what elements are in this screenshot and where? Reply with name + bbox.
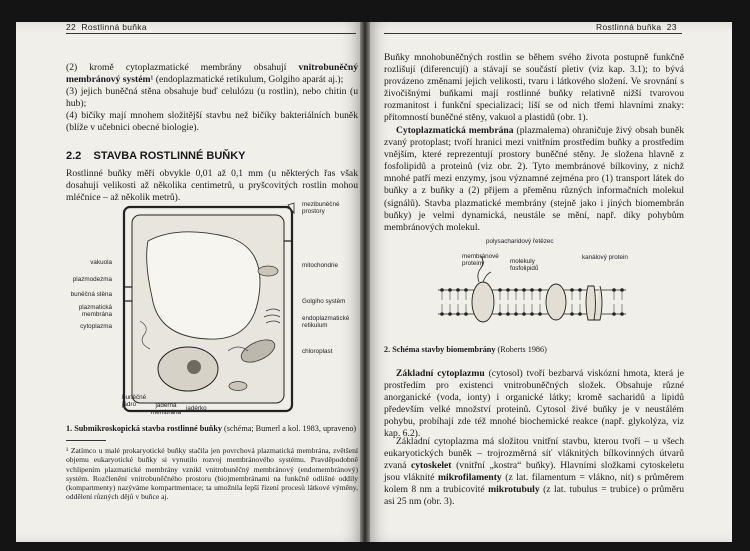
right-header-rule	[384, 33, 682, 34]
intro-item-3: (3) jejich buněčná stěna obsahuje buď celulózu (u rostlin), nebo chitin (u hub);	[66, 86, 358, 110]
intro-item-2: (2) kromě cytoplazmatické membrány obsahují vnitrobuněčný membránový systém¹ (endoplazmatické retikulum, Golgiho aparát aj.);	[66, 62, 358, 86]
right-para-1: Buňky mnohobuněčných rostlin se během svého života postupně funkčně rozlišují (diferencují) a stávají se součástí pletiv (viz kap. 3.1); to bývá provázeno změnami jejich velikosti, tvaru i látkového složení. Ve srovnání s živočišnými buňkami mají rostlinné buňky relativně nižší tvarovou rozmanitost i funkční specializaci; liší se od nich třemi hlavními znaky: přítomností buněčné stěny, vakuol a plastidů (obr. 1).	[384, 52, 684, 124]
right-page-header	[596, 22, 677, 32]
label-chloroplast: chloroplast	[302, 348, 333, 355]
figure-2-caption: 2. Schéma stavby biomembrány (Roberts 1986)	[384, 345, 547, 354]
label-polysaccharide-chain: polysacharidový řetězec	[486, 238, 554, 245]
label-plasma-membrane: plazmatická membrána	[78, 304, 112, 318]
plant-cell-diagram	[118, 201, 298, 417]
right-para-3: Základní cytoplazmu (cytosol) tvoří bezbarvá viskózní hmota, která je prostředím pro existenci vnitrobuněčných složek. Obsahuje různé anorganické (voda, ionty) i organické látky; kromě sacharidů a lipidů především velké množství proteinů. Cytosol živé buňky je v neustálém pohybu, probíhají zde též mnohé biochemické reakce (např. glykolýza, viz kap. 6.2).	[384, 368, 684, 440]
section-number: 2.2	[66, 150, 82, 162]
mitochondrion-shape	[258, 266, 278, 276]
footnote-text: ¹ Zatímco u malé prokaryotické buňky stačila jen povrchová plazmatická membrána, zvětšení objemu eukaryotické buňky si vynutilo rozvoj membránového systému. Pravděpodobně vchlipením plazmatické membrány vznikl vnitrobuněčný membránový (endomembránový) systém. Rozčlenění vnitrobuněčného prostoru (bio)membránami na funkčně odlišné oddíly (kompartmenty) nazýváme kompartmentace; ta umožnila lepší řízení procesů látkové výměny, oddělení různých dějů v buňce aj.	[66, 446, 358, 502]
left-running-head: Rostlinná buňka	[81, 22, 147, 32]
label-plasmodesma: plazmodezma	[72, 276, 112, 283]
left-page-header	[66, 22, 147, 32]
label-cytoplasm: cytoplazma	[80, 323, 112, 330]
membrane-protein-1	[472, 282, 494, 322]
label-phospholipid-molecules: molekuly fosfolipidů	[510, 258, 539, 272]
membrane-protein-2	[546, 284, 566, 320]
label-mitochondria: mitochondrie	[302, 262, 339, 269]
nucleolus-shape	[187, 360, 201, 374]
section-heading	[66, 150, 246, 162]
label-intercellular-spaces: mezibuněčné prostory	[302, 201, 340, 215]
label-membrane-proteins: membránové proteiny	[462, 253, 499, 267]
label-golgi: Golgiho systém	[302, 298, 346, 305]
left-intro-text	[66, 62, 358, 135]
section-text: Rostlinné buňky měří obvykle 0,01 až 0,1 mm (u některých řas však dosahují velikosti až několika centimetrů, u pryšcovitých rostlin mohou mléčnice – až několik metrů).	[66, 168, 358, 204]
label-cell-wall: buněčná stěna	[70, 291, 112, 298]
right-running-head: Rostlinná buňka	[596, 22, 662, 32]
right-page-number: 23	[666, 22, 677, 32]
left-header-rule	[66, 33, 356, 34]
mitochondrion-shape-2	[229, 382, 247, 391]
label-nuclear-membrane: jaderná membrána	[150, 402, 182, 416]
book-gutter	[360, 22, 370, 542]
label-nucleus: buněčné jádro	[122, 394, 147, 408]
label-vacuole: vakuola	[90, 259, 112, 266]
vacuole-shape	[147, 232, 260, 339]
intro-item-4: (4) bičíky mají mnohem složitější stavbu než bičíky bakteriálních buněk (blíže v učebnici obecné biologie).	[66, 110, 358, 134]
label-nucleolus: jadérko	[186, 405, 207, 412]
figure-1-caption: 1. Submikroskopická stavba rostlinné buňky (schéma; Bumerl a kol. 1983, upraveno)	[66, 424, 357, 433]
section-title: STAVBA ROSTLINNÉ BUŇKY	[93, 150, 246, 162]
footnote-rule	[66, 440, 106, 441]
right-para-2: Cytoplazmatická membrána (plazmalema) ohraničuje živý obsah buněk zvaný protoplast; tvoří hranici mezi vnitřním prostředím buňky a prostředím vnějším, které reprezentují prostory buněčné stěny. Je složena hlavně z fosfolipidů a proteinů (viz obr. 2). Tyto membránové bílkoviny, z nichž mnohé patří mezi enzymy, jsou významné zejména pro (1) transport látek do buňky a z buňky a (2) příjem a přeměnu různých informačních molekul (signálů). Stavba plazmatické membrány (stejně jako i jiných biomembrán buňky) je velmi dynamická, neustále se mění, např. díky pohybům membránových molekul.	[384, 125, 684, 233]
label-er: endoplazmatické retikulum	[302, 315, 350, 329]
right-para-4: Základní cytoplazma má složitou vnitřní stavbu, kterou tvoří – u všech eukaryotických buněk – trojrozměrná síť vláknitých bílkovinných útvarů zvaná cytoskelet (vnitřní „kostra“ buňky). Hlavními složkami cytoskeletu jsou vláknité mikrofilamenty (z lat. filamentum = vlákno, nit) s průměrem kolem 8 nm a trubicovité mikrotubuly (z lat. tubulus = trubice) o průměru asi 25 nm (obr. 3).	[384, 436, 684, 508]
channel-protein	[586, 286, 602, 320]
left-page-number: 22	[66, 22, 77, 32]
label-channel-protein: kanálový protein	[582, 254, 628, 261]
